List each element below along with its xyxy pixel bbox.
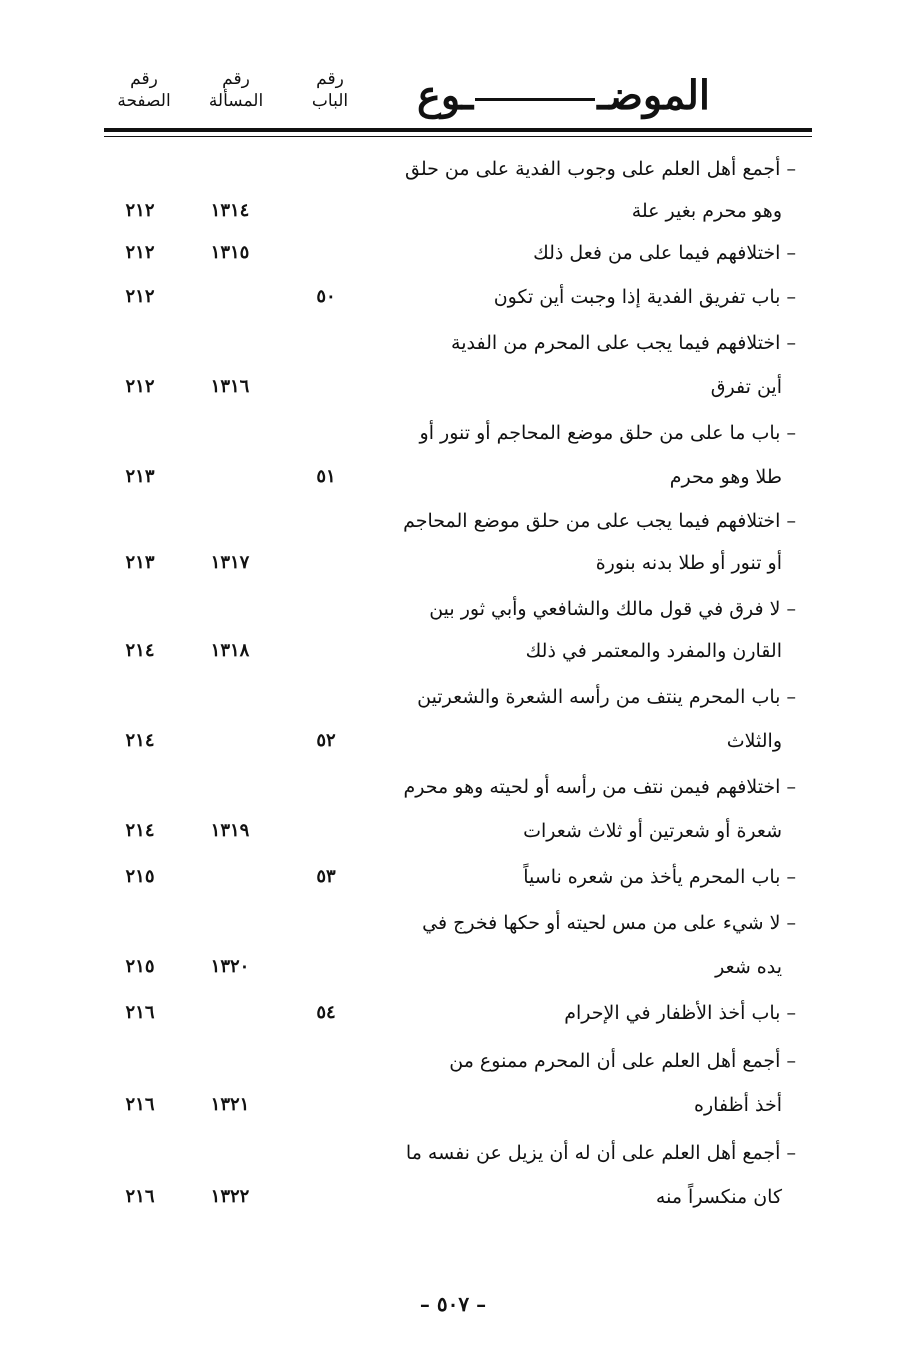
index-row [0,808,906,854]
col-header-chapter [300,68,360,112]
index-row [0,146,906,192]
topic-text: – اختلافهم فيما على من فعل ذلك [533,242,796,264]
page-footer-number: – ٥٠٧ – [419,1292,487,1316]
chapter-number: ٥٠ [316,286,336,307]
page-number: ٢١٤ [125,640,155,661]
topic-text: أو تنور أو طلا بدنه بنورة [595,552,782,574]
index-row [0,1038,906,1084]
title-part-b: ـوع [416,72,474,119]
topic-text: شعرة أو شعرتين أو ثلاث شعرات [523,820,782,842]
page-number: ٢١٤ [125,730,155,751]
index-row [0,1130,906,1176]
topic-text: – باب المحرم ينتف من رأسه الشعرة والشعرتين [417,686,796,708]
topic-column-title [417,72,710,119]
index-row [0,1082,906,1128]
topic-text: والثلاث [726,730,782,752]
index-row [0,718,906,764]
header-rule-thick [104,128,812,132]
page-number: ٢١٥ [125,956,155,977]
index-row [0,1174,906,1220]
header-rule-thin [104,136,812,137]
index-row [0,944,906,990]
page-number: ٢١٢ [125,200,155,221]
issue-number: ١٣٢٢ [210,1186,250,1207]
topic-text: – اختلافهم فيما يجب على من حلق موضع المحاجم [403,510,796,532]
page-number: ٢١٦ [125,1186,155,1207]
col-header-issue-line2: المسألة [208,91,264,111]
issue-number: ١٣١٤ [210,200,250,221]
issue-number: ١٣٢٠ [210,956,250,977]
chapter-number: ٥١ [316,466,336,487]
issue-number: ١٣١٥ [210,242,250,263]
col-header-page-line1: رقم [130,69,158,89]
chapter-number: ٥٢ [316,730,336,751]
topic-text: وهو محرم بغير علة [631,200,782,222]
topic-text: – باب تفريق الفدية إذا وجبت أين تكون [493,286,796,308]
topic-text: أخذ أظفاره [694,1094,782,1116]
index-row [0,410,906,456]
page-number: ٢١٢ [125,376,155,397]
page-number: ٢١٣ [125,466,155,487]
index-row [0,990,906,1036]
topic-text: – أجمع أهل العلم على أن له أن يزيل عن نفسه ما [405,1142,796,1164]
page-number: ٢١٦ [125,1002,155,1023]
issue-number: ١٣١٩ [210,820,250,841]
index-row [0,674,906,720]
col-header-issue-line1: رقم [222,69,250,89]
page-number: ٢١٤ [125,820,155,841]
issue-number: ١٣١٧ [210,552,250,573]
col-header-chapter-line2: الباب [311,91,349,111]
topic-text: – لا شيء على من مس لحيته أو حكها فخرج في [422,912,796,934]
topic-text: – باب أخذ الأظفار في الإحرام [564,1002,796,1024]
index-row [0,764,906,810]
index-row [0,854,906,900]
topic-text: – أجمع أهل العلم على وجوب الفدية على من حلق [404,158,796,180]
issue-number: ١٣١٦ [210,376,250,397]
title-part-a: الموضـ [597,72,710,119]
col-header-page [106,68,182,112]
page-number: ٢١٢ [125,242,155,263]
topic-text: – أجمع أهل العلم على أن المحرم ممنوع من [449,1050,796,1072]
index-row [0,274,906,320]
title-kashida [475,98,595,101]
col-header-issue [196,68,276,112]
index-row [0,454,906,500]
topic-text: – اختلافهم فيمن نتف من رأسه أو لحيته وهو محرم [403,776,796,798]
issue-number: ١٣١٨ [210,640,250,661]
chapter-number: ٥٤ [316,1002,336,1023]
index-row [0,320,906,366]
topic-text: طلا وهو محرم [669,466,782,488]
page-number: ٢١٦ [125,1094,155,1115]
topic-text: – باب المحرم يأخذ من شعره ناسياً [523,866,796,888]
topic-text: القارن والمفرد والمعتمر في ذلك [525,640,782,662]
index-row [0,230,906,276]
index-row [0,900,906,946]
index-row [0,188,906,234]
page-number: ٢١٢ [125,286,155,307]
col-header-chapter-line1: رقم [316,69,344,89]
index-row [0,628,906,674]
issue-number: ١٣٢١ [210,1094,250,1115]
topic-text: كان منكسراً منه [655,1186,782,1208]
page-number: ٢١٥ [125,866,155,887]
chapter-number: ٥٣ [316,866,336,887]
page-number: ٢١٣ [125,552,155,573]
topic-text: – اختلافهم فيما يجب على المحرم من الفدية [451,332,796,354]
index-row [0,540,906,586]
index-row [0,498,906,544]
topic-text: – لا فرق في قول مالك والشافعي وأبي ثور بين [429,598,796,620]
topic-text: – باب ما على من حلق موضع المحاجم أو تنور أو [419,422,796,444]
index-row [0,364,906,410]
index-row [0,586,906,632]
topic-text: يده شعر [715,956,782,978]
col-header-page-line2: الصفحة [117,91,171,111]
topic-text: أين تفرق [710,376,782,398]
